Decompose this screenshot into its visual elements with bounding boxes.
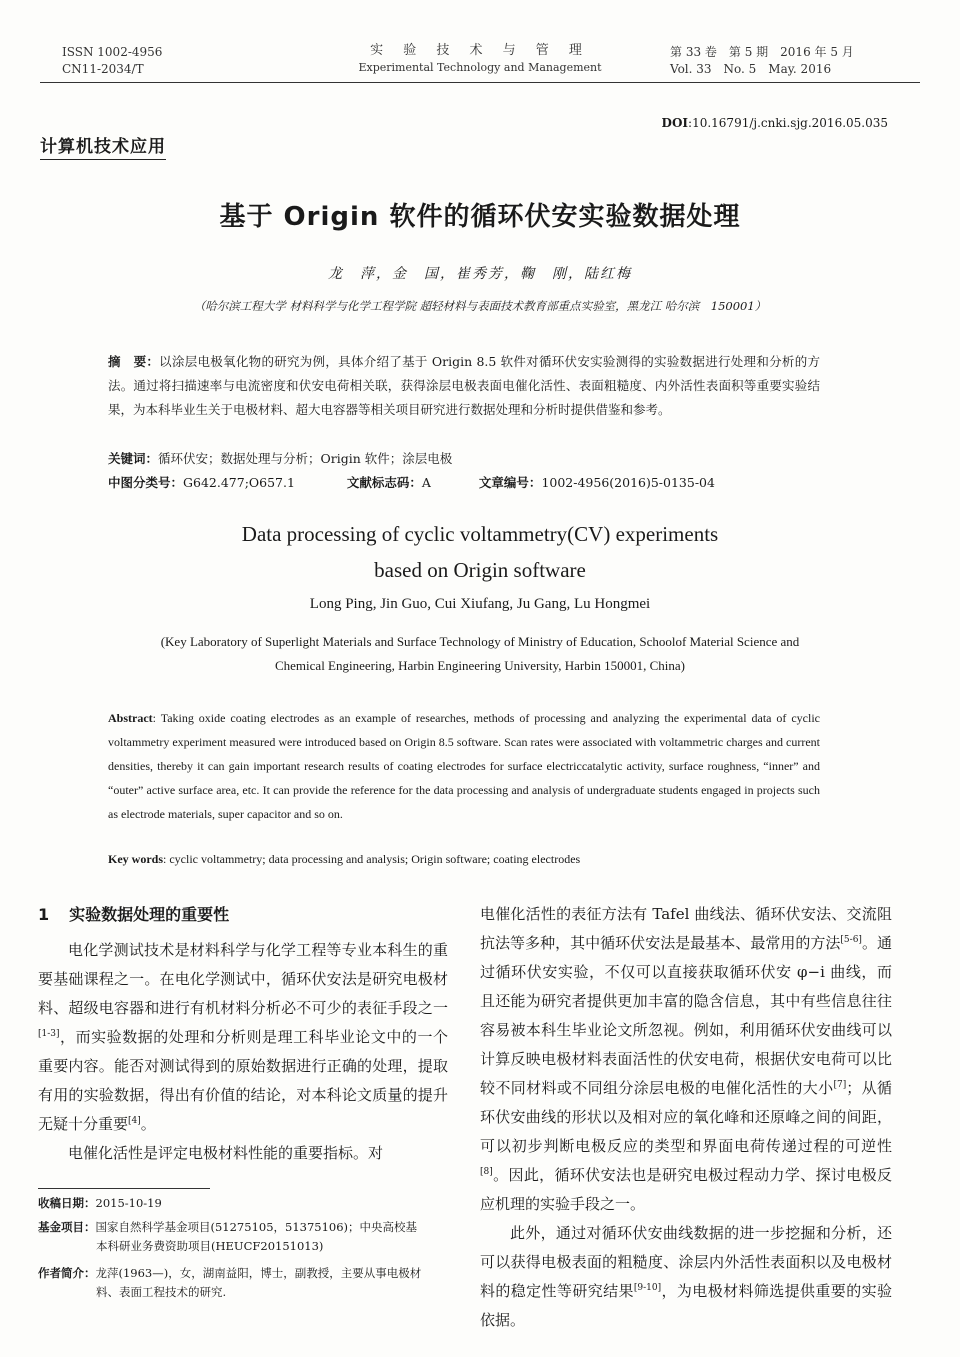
paragraph: 电催化活性是评定电极材料性能的重要指标。对 bbox=[68, 1144, 384, 1162]
footnote-fund bbox=[38, 1218, 450, 1256]
text-span: 。通过循环伏安实验，不仅可以直接获取循环伏安 φ−i 曲线，而且还能为研究者提供更加丰富的隐含信息，其中有些信息往往容易被本科生毕业论文所忽视。例如，利用循环伏安曲线可以计算反映电极材料表面活性的伏安电荷，根据伏安电荷可以比较不同材料或不同组分涂层电极的电催化活性的大小 bbox=[480, 934, 892, 1097]
abstract-zh bbox=[108, 350, 820, 422]
footnote-received bbox=[38, 1194, 450, 1213]
issue-en: Vol. 33 No. 5 May. 2016 bbox=[670, 62, 832, 76]
header-issn bbox=[62, 44, 162, 78]
right-column-body bbox=[480, 900, 892, 1335]
keywords-en-label: Key words bbox=[108, 852, 163, 866]
citation: [4] bbox=[128, 1116, 141, 1126]
fund-line2: 本科研业务费资助项目(HEUCF20151013) bbox=[96, 1239, 324, 1253]
journal-name-zh: 实 验 技 术 与 管 理 bbox=[370, 43, 590, 58]
text-span: 电化学测试技术是材料科学与化学工程等专业本科生的重要基础课程之一。在电化学测试中，循环伏安法是研究电极材料、超级电容器和进行有机材料分析必不可少的表征手段之一 bbox=[38, 941, 448, 1017]
abstract-en-label: Abstract bbox=[108, 711, 153, 725]
title-zh: 基于 Origin 软件的循环伏安实验数据处理 bbox=[219, 202, 741, 232]
title-en bbox=[0, 516, 960, 588]
text-span: 。 bbox=[140, 1115, 156, 1133]
left-column-body bbox=[38, 936, 448, 1168]
footnote-author bbox=[38, 1264, 450, 1302]
clc-value: G642.477;O657.1 bbox=[183, 475, 295, 490]
keywords-zh-label: 关键词： bbox=[108, 451, 159, 466]
keywords-zh bbox=[108, 448, 820, 470]
text-span: 电催化活性的表征方法有 Tafel 曲线法、循环伏安法、交流阻抗法等多种，其中循环伏安法是最基本、最常用的方法 bbox=[480, 905, 892, 952]
received-label: 收稿日期： bbox=[38, 1196, 96, 1210]
section-1-number: 1 bbox=[38, 905, 50, 924]
citation: [7] bbox=[833, 1080, 847, 1090]
abstract-zh-label: 摘 要： bbox=[108, 354, 160, 369]
text-span: ，而实验数据的处理和分析则是理工科毕业论文中的一个重要内容。能否对测试得到的原始数据进行正确的处理，提取有用的实验数据，得出有价值的结论，对本科论文质量的提升无疑十分重要 bbox=[38, 1028, 448, 1133]
abstract-en bbox=[108, 706, 820, 826]
author-line2: 料、表面工程技术的研究. bbox=[96, 1285, 227, 1299]
keywords-en bbox=[108, 848, 820, 870]
affiliation-zh: （哈尔滨工程大学 材料科学与化学工程学院 超轻材料与表面技术教育部重点实验室，黑龙江 哈尔滨 150001） bbox=[193, 299, 767, 313]
section-tag: 计算机技术应用 bbox=[40, 132, 166, 160]
paragraph bbox=[38, 936, 448, 1139]
cn-text: CN11-2034/T bbox=[62, 62, 144, 76]
text-span: ；从循环伏安曲线的形状以及相对应的氧化峰和还原峰之间的间距，可以初步判断电极反应的类型和界面电荷传递过程的可逆性 bbox=[480, 1079, 892, 1155]
header-issue bbox=[670, 44, 854, 78]
fund-line1: 国家自然科学基金项目(51275105，51375106)；中央高校基 bbox=[95, 1220, 418, 1234]
clc-label: 中图分类号： bbox=[108, 475, 184, 490]
abstract-en-text: : Taking oxide coating electrodes as an example of researches, methods of processing and analyzing the experimental data of cyclic voltammetry experiment measured were introduced based on Origin 8.5 software. Scan rates were associated with voltammetric charges and current densities, thereby it can gain important research results of coating electrodes for surface electriccatalytic activity, surface roughness, “inner” and “outer” active surface area, etc. It can provide the reference for the data processing and analysis of undergraduate students engaged in projects such as electrode materials, super capacitor and so on. bbox=[108, 711, 820, 821]
received-value: 2015-10-19 bbox=[95, 1196, 162, 1210]
footnote-rule bbox=[38, 1188, 210, 1189]
text-span: ，为电极材料筛选提供重要的实验依据。 bbox=[480, 1282, 892, 1329]
issn-text: ISSN 1002-4956 bbox=[62, 45, 163, 59]
paragraph bbox=[480, 900, 892, 1219]
abstract-zh-text: 以涂层电极氧化物的研究为例，具体介绍了基于 Origin 8.5 软件对循环伏安实验测得的实验数据进行处理和分析的方法。通过将扫描速率与电流密度和伏安电荷相关联，获得涂层电极表面电催化活性、表面粗糙度、内外活性表面积等重要实验结果，为本科毕业生关于电极材料、超大电容器等相关项目研究进行数据处理和分析时提供借鉴和参考。 bbox=[108, 354, 820, 417]
doi-value: :10.16791/j.cnki.sjg.2016.05.035 bbox=[688, 116, 888, 130]
classification-line bbox=[108, 472, 820, 494]
citation: [9-10] bbox=[633, 1283, 662, 1293]
author-label: 作者简介： bbox=[38, 1266, 96, 1280]
fund-label: 基金项目： bbox=[38, 1220, 96, 1234]
section-1-heading bbox=[38, 902, 249, 925]
section-1-title: 实验数据处理的重要性 bbox=[69, 905, 230, 924]
header-journal bbox=[330, 42, 630, 76]
citation: [8] bbox=[480, 1167, 493, 1177]
header-rule bbox=[40, 82, 920, 83]
article-no-value: 1002-4956(2016)5-0135-04 bbox=[541, 475, 715, 490]
doi-label: DOI bbox=[661, 116, 689, 130]
authors-en: Long Ping, Jin Guo, Cui Xiufang, Ju Gang, Lu Hongmei bbox=[309, 596, 651, 612]
journal-name-en: Experimental Technology and Management bbox=[358, 61, 602, 74]
title-en-line2: based on Origin software bbox=[374, 558, 586, 582]
title-en-line1: Data processing of cyclic voltammetry(CV) experiments bbox=[241, 522, 719, 546]
citation: [5-6] bbox=[840, 935, 862, 945]
paragraph bbox=[480, 1219, 892, 1335]
doi bbox=[662, 116, 888, 130]
doc-code-value: A bbox=[421, 475, 431, 490]
doc-code-label: 文献标志码： bbox=[346, 475, 422, 490]
keywords-en-text: : cyclic voltammetry; data processing and analysis; Origin software; coating electrodes bbox=[163, 852, 581, 866]
keywords-zh-text: 循环伏安；数据处理与分析；Origin 软件；涂层电极 bbox=[158, 451, 453, 466]
issue-zh: 第 33 卷 第 5 期 2016 年 5 月 bbox=[670, 45, 854, 59]
citation: [1-3] bbox=[38, 1029, 60, 1039]
text-span: 。因此，循环伏安法也是研究电极过程动力学、探讨电极反应机理的实验手段之一。 bbox=[480, 1166, 892, 1213]
affiliation-en: (Key Laboratory of Superlight Materials and Surface Technology of Ministry of Education, Schoolof Material Science and Chemical Engineering, Harbin Engineering University, Harbin 150001, China) bbox=[160, 634, 800, 673]
authors-zh: 龙 萍，金 国，崔秀芳，鞠 刚，陆红梅 bbox=[328, 266, 632, 282]
article-no-label: 文章编号： bbox=[478, 475, 542, 490]
author-line1: 龙萍(1963—)，女，湖南益阳，博士，副教授，主要从事电极材 bbox=[95, 1266, 422, 1280]
text-span: 此外，通过对循环伏安曲线数据的进一步挖掘和分析，还可以获得电极表面的粗糙度、涂层内外活性表面积以及电极材料的稳定性等研究结果 bbox=[480, 1224, 892, 1300]
